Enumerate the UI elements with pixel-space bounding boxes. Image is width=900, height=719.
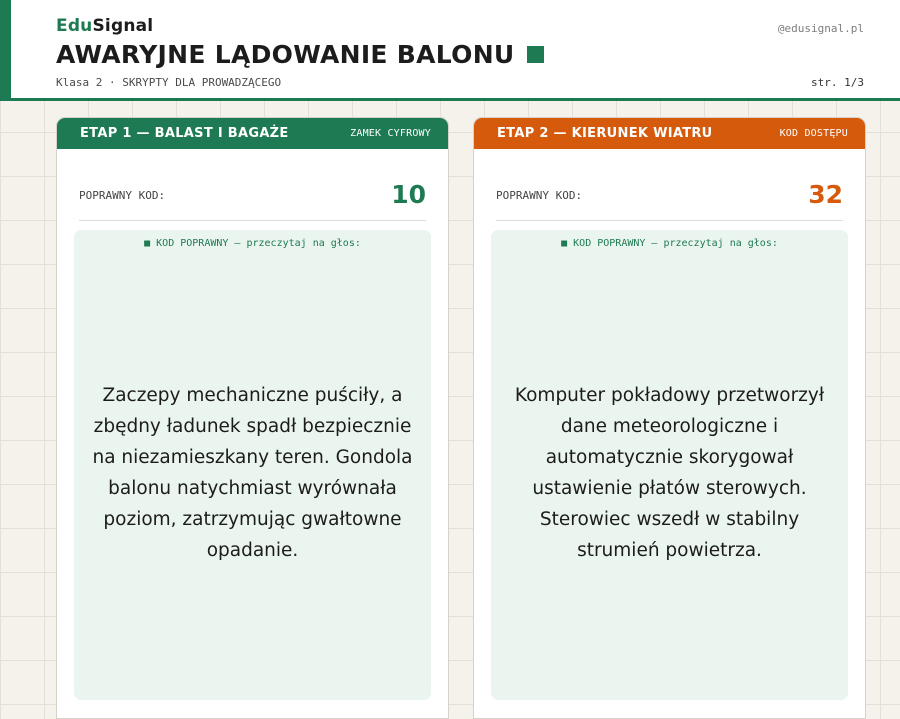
lock-type-label: KOD DOSTĘPU — [779, 128, 848, 139]
stage-card-header — [57, 118, 448, 149]
stage-title: ETAP 1 — BALAST I BAGAŻE — [80, 126, 289, 141]
correct-code-value: 10 — [391, 179, 426, 209]
answer-box — [491, 230, 848, 700]
social-handle: @edusignal.pl — [777, 22, 864, 35]
stage-card-2 — [473, 117, 866, 719]
answer-box — [74, 230, 431, 700]
header-accent-stripe — [0, 0, 11, 101]
code-ok-label: ■ KOD POPRAWNY – przeczytaj na głos: — [144, 238, 361, 249]
stage-title: ETAP 2 — KIERUNEK WIATRU — [497, 126, 713, 141]
correct-code-label: POPRAWNY KOD: — [496, 188, 583, 202]
correct-code-label: POPRAWNY KOD: — [79, 188, 166, 202]
brand-logo: EduSignal — [56, 16, 154, 36]
correct-code-row — [79, 174, 426, 221]
page-subtitle: Klasa 2 · SKRYPTY DLA PROWADZĄCEGO — [56, 76, 282, 89]
title-square-icon — [527, 46, 544, 63]
code-ok-label: ■ KOD POPRAWNY – przeczytaj na głos: — [561, 238, 778, 249]
correct-code-row — [496, 174, 843, 221]
page-header — [0, 0, 900, 101]
page-number: str. 1/3 — [811, 76, 864, 89]
read-aloud-text: Komputer pokładowy przetworzył dane meteorologiczne i automatycznie skorygował ustawienie płatów sterowych. Sterowiec wszedł w stabilny strumień powietrza. — [514, 385, 825, 561]
lock-type-label: ZAMEK CYFROWY — [350, 128, 431, 139]
correct-code-value: 32 — [808, 179, 843, 209]
page-title: AWARYJNE LĄDOWANIE BALONU — [56, 40, 544, 69]
stage-card-1 — [56, 117, 449, 719]
stage-card-header — [474, 118, 865, 149]
read-aloud-text: Zaczepy mechaniczne puściły, a zbędny ładunek spadł bezpiecznie na niezamieszkany teren. Gondola balonu natychmiast wyrównała poziom, zatrzymując gwałtowne opadanie. — [92, 385, 413, 561]
